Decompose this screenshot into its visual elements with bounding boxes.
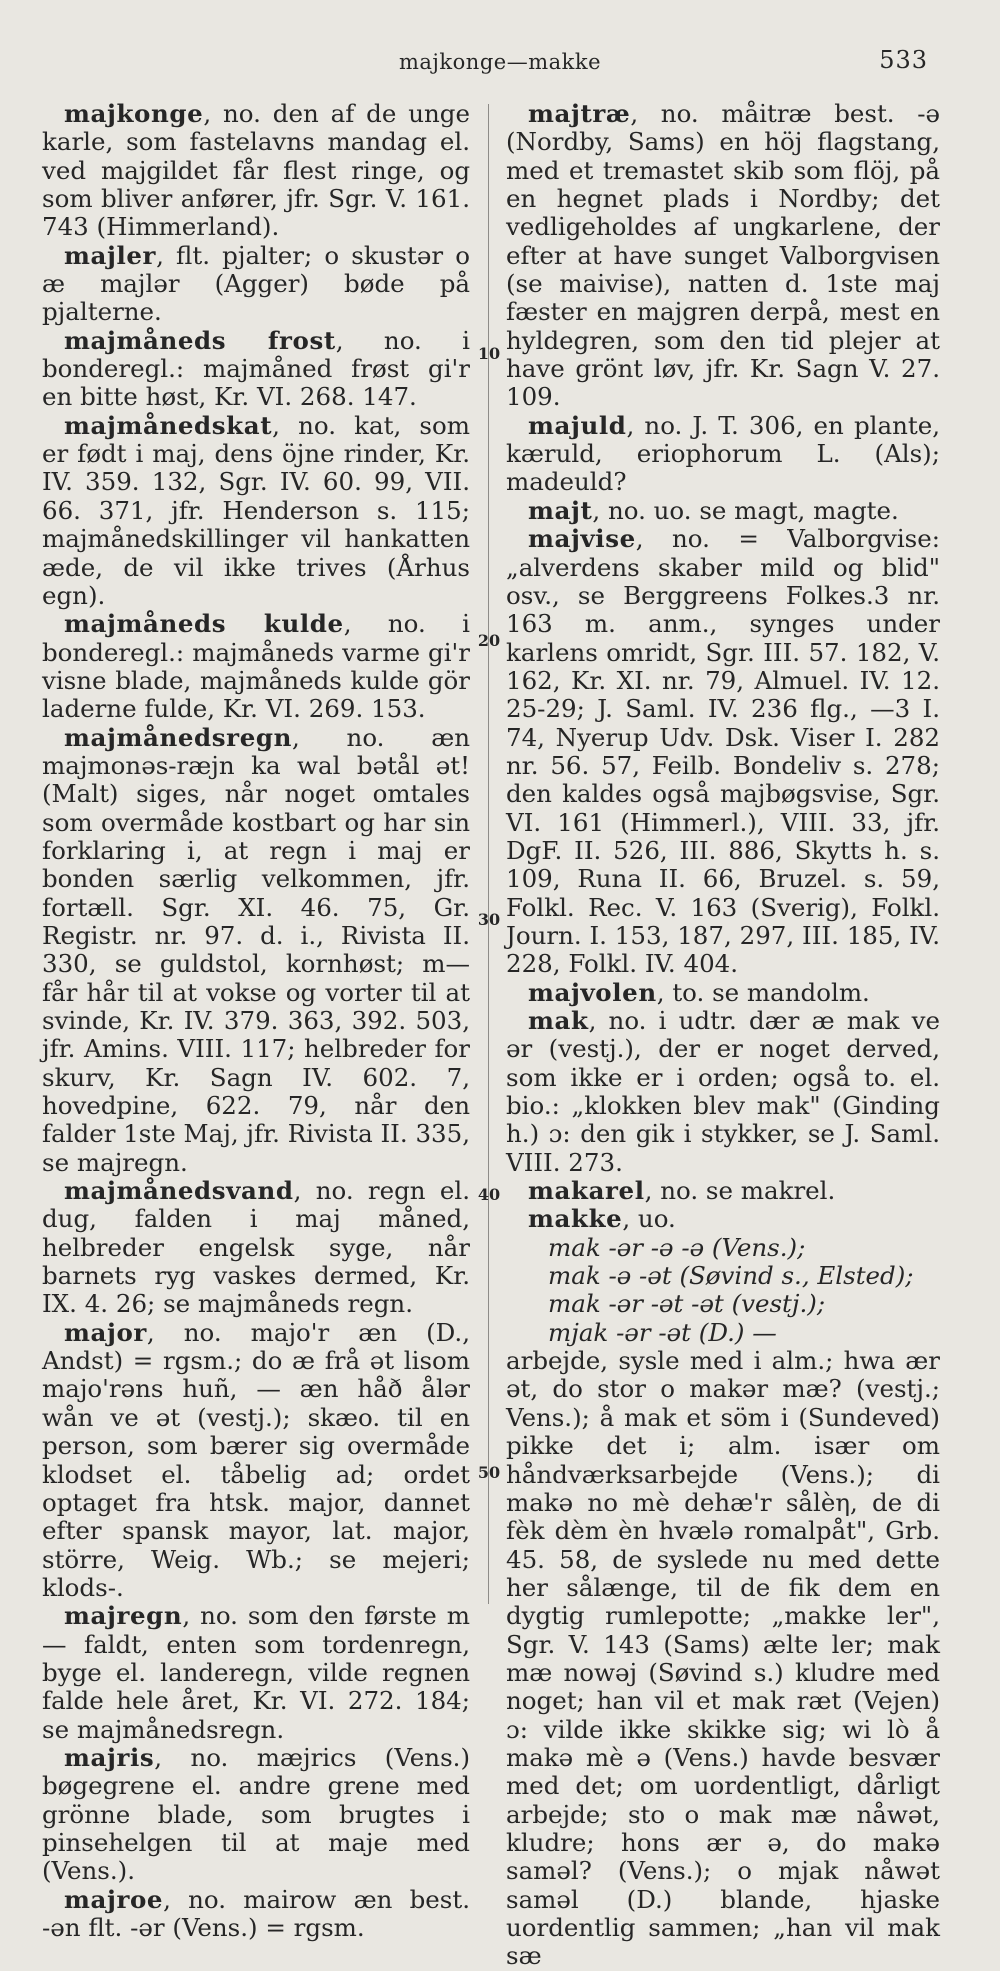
dictionary-entry <box>42 610 470 723</box>
entry-text: , no. mæjrics (Vens.) bøgegrene el. andre grene med grönne blade, som brugtes i pinsehelgen til at maje med (Vens.). <box>42 1742 470 1886</box>
left-column <box>42 100 470 1942</box>
dictionary-entry <box>42 1744 470 1886</box>
entry-text: , no. regn el. dug, falden i maj måned, helbreder engelsk syge, når barnets ryg vaskes dermed, Kr. IX. 4. 26; se majmåneds regn. <box>42 1176 470 1319</box>
entry-text: , no. æn majmonəs-ræjn ka wal bətål ət! (Malt) siges, når noget omtales som overmåde kostbart og har sin forklaring i, at regn i maj er bonden særlig velkommen, jfr. fortæll. Sgr. XI. 46. 75, Gr. Registr. nr. 97. d. i., Rivista II. 330, se guldstol, kornhøst; m— får hår til at vokse og vorter til at svinde, Kr. IV. 379. 363, 392. 503, jfr. Amins. VIII. 117; helbreder for skurv, Kr. Sagn IV. 602. 7, hovedpine, 622. 79, når den falder 1ste Maj, jfr. Rivista II. 335, se majregn. <box>42 722 470 1177</box>
dictionary-entry <box>506 412 940 497</box>
margin-number: 20 <box>477 631 501 650</box>
margin-number: 30 <box>477 910 501 929</box>
dictionary-entry <box>506 497 940 525</box>
dictionary-entry <box>506 1007 940 1177</box>
entry-headword: majmåneds frost <box>64 325 336 355</box>
entry-headword: majvolen <box>528 977 657 1007</box>
entry-headword: majkonge <box>64 99 204 128</box>
dictionary-entry <box>506 1177 940 1205</box>
entry-text: , no. = Valborgvise: „alverdens skaber mild og blid" osv., se Berggreens Folkes.3 nr. 163 m. anm., synges under karlens omridt, Sgr. III. 57. 182, V. 162, Kr. XI. nr. 79, Almuel. IV. 12. 25-29; J. Saml. IV. 236 flg., —3 I. 74, Nyerup Udv. Dsk. Viser I. 282 nr. 56. 57, Feilb. Bondeliv s. 278; den kaldes også majbøgsvise, Sgr. VI. 161 (Himmerl.), VIII. 33, jfr. DgF. II. 526, III. 886, Skytts h. s. 109, Runa II. 66, Bruzel. s. 59, Folkl. Rec. V. 163 (Sverig), Folkl. Journ. I. 153, 187, 297, III. 185, IV. 228, Folkl. IV. 404. <box>506 524 940 979</box>
column-divider <box>488 104 489 1604</box>
dictionary-entry <box>506 979 940 1007</box>
entry-headword: majler <box>64 240 157 270</box>
entry-continuation: arbejde, sysle med i alm.; hwa ær ət, do stor o makər mæ? (vestj.; Vens.); å mak et söm i (Sundeved) pikke det i; alm. især om håndværksarbejde (Vens.); di makə no mè dehæ'r sålèη, de di fèk dèm èn hvælə romalpåt", Grb. 45. 58, de syslede nu med dette her sålænge, til de fik dem en dygtig rumlepotte; „makke ler", Sgr. V. 143 (Sams) ælte ler; mak mæ nowəj (Søvind s.) kludre med noget; han vil et mak ræt (Vejen) ɔ: vilde ikke skikke sig; wi lò å makə mè ə (Vens.) havde besvær med det; om uordentligt, dårligt arbejde; sto o mak mæ nåwət, kludre; hons ær ə, do makə saməl? (Vens.); o mjak nåwət saməl (D.) blande, hjaske uordentlig sammen; „han vil mak sæ <box>506 1346 940 1971</box>
entry-headword: majmånedsvand <box>64 1176 294 1206</box>
inflection-line: mak -ər -ə -ə (Vens.); <box>548 1232 806 1262</box>
dictionary-entry <box>42 242 470 327</box>
entry-headword: majmåneds kulde <box>64 609 344 639</box>
dictionary-entry <box>506 525 940 979</box>
right-column <box>506 100 940 1971</box>
entry-headword: makke <box>528 1204 623 1234</box>
entry-headword: majroe <box>64 1884 164 1914</box>
page-header <box>0 44 1000 84</box>
entry-text: , flt. pjalter; o skustər o æ majlər (Agger) bøde på pjalterne. <box>42 240 470 327</box>
entry-text: , no. i bonderegl.: majmåneds varme gi'r visne blade, majmåneds kulde gör laderne fulde, Kr. VI. 269. 153. <box>42 609 470 724</box>
entry-headword: majt <box>528 495 593 525</box>
entry-headword: majregn <box>64 1601 183 1631</box>
dictionary-entry <box>506 100 940 412</box>
dictionary-entry <box>42 1886 470 1943</box>
dictionary-entry <box>42 1177 470 1319</box>
entry-text: , no. se makrel. <box>644 1176 836 1206</box>
entry-headword: majvise <box>528 524 636 554</box>
entry-text: , to. se mandolm. <box>656 977 870 1007</box>
entry-text: , no. som den første m— faldt, enten som tordenregn, byge el. landeregn, vilde regnen falde hele året, Kr. VI. 272. 184; se majmånedsregn. <box>42 1601 470 1744</box>
entry-text: , no. i udtr. dær æ mak ve ər (vestj.), der er noget derved, som ikke er i orden; også to. el. bio.: „klokken blev mak" (Ginding h.) ɔ: den gik i stykker, se J. Saml. VIII. 273. <box>506 1006 940 1177</box>
entry-headword: majuld <box>528 410 627 440</box>
entry-headword: makarel <box>528 1176 645 1206</box>
entry-text: , no. den af de unge karle, som fastelavns mandag el. ved majgildet får flest ringe, og som bliver anfører, jfr. Sgr. V. 161. 743 (Himmerland). <box>42 99 470 242</box>
entry-text: , no. kat, som er født i maj, dens öjne rinder, Kr. IV. 359. 132, Sgr. IV. 60. 99, VII. 66. 371, jfr. Henderson s. 115; majmånedskillinger vil hankatten æde, de vil ikke trives (Århus egn). <box>42 410 470 610</box>
dictionary-entry <box>42 1602 470 1744</box>
entry-headword: majmånedskat <box>64 410 273 440</box>
dictionary-entry <box>42 1319 470 1602</box>
dictionary-entry <box>506 1205 940 1233</box>
dictionary-entry <box>42 100 470 242</box>
entry-text: , uo. <box>622 1204 676 1234</box>
entry-text: , no. mairow æn best. -ən flt. -ər (Vens.) = rgsm. <box>42 1884 470 1942</box>
margin-number: 40 <box>477 1185 501 1204</box>
entry-text: , no. måitræ best. -ə (Nordby, Sams) en höj flagstang, med et tremastet skib som flöj, på en hegnet plads i Nordby; det vedligeholdes af ungkarlene, der efter at have sunget Valborgvisen (se maivise), natten d. 1ste maj fæster en majgren derpå, mest en hyldegren, som den tid plejer at have grönt løv, jfr. Kr. Sagn V. 27. 109. <box>506 99 940 412</box>
entry-headword: majmånedsregn <box>64 722 293 752</box>
inflection-line: mjak -ər -ət (D.) — <box>548 1317 777 1347</box>
entry-headword: major <box>64 1317 147 1347</box>
running-head: majkonge—makke <box>398 50 602 74</box>
inflection-line: mak -ər -ət -ət (vestj.); <box>548 1289 826 1319</box>
page-number: 533 <box>879 46 928 74</box>
dictionary-entry <box>42 327 470 412</box>
margin-number: 50 <box>477 1463 501 1482</box>
entry-text: , no. i bonderegl.: majmåned frøst gi'r en bitte høst, Kr. VI. 268. 147. <box>42 325 470 412</box>
entry-text: , no. uo. se magt, magte. <box>592 495 899 525</box>
inflection-line: mak -ə -ət (Søvind s., Elsted); <box>548 1261 914 1291</box>
dictionary-entry <box>42 412 470 610</box>
entry-headword: majris <box>64 1742 155 1772</box>
makke-forms <box>506 1234 940 1347</box>
entry-headword: mak <box>528 1006 589 1035</box>
dictionary-entry <box>42 724 470 1178</box>
entry-text: , no. J. T. 306, en plante, kæruld, eriophorum L. (Als); madeuld? <box>506 410 940 497</box>
entry-headword: majtræ <box>528 99 631 128</box>
margin-number: 10 <box>477 344 501 363</box>
entry-text: , no. majo'r æn (D., Andst) = rgsm.; do æ frå ət lisom majo'rəns huñ, — æn håð ålər wån ve ət (vestj.); skæo. til en person, som bærer sig overmåde klodset el. tåbelig ad; ordet optaget fra htsk. major, dannet efter spansk mayor, lat. major, större, Weig. Wb.; se mejeri; klods-. <box>42 1317 470 1602</box>
